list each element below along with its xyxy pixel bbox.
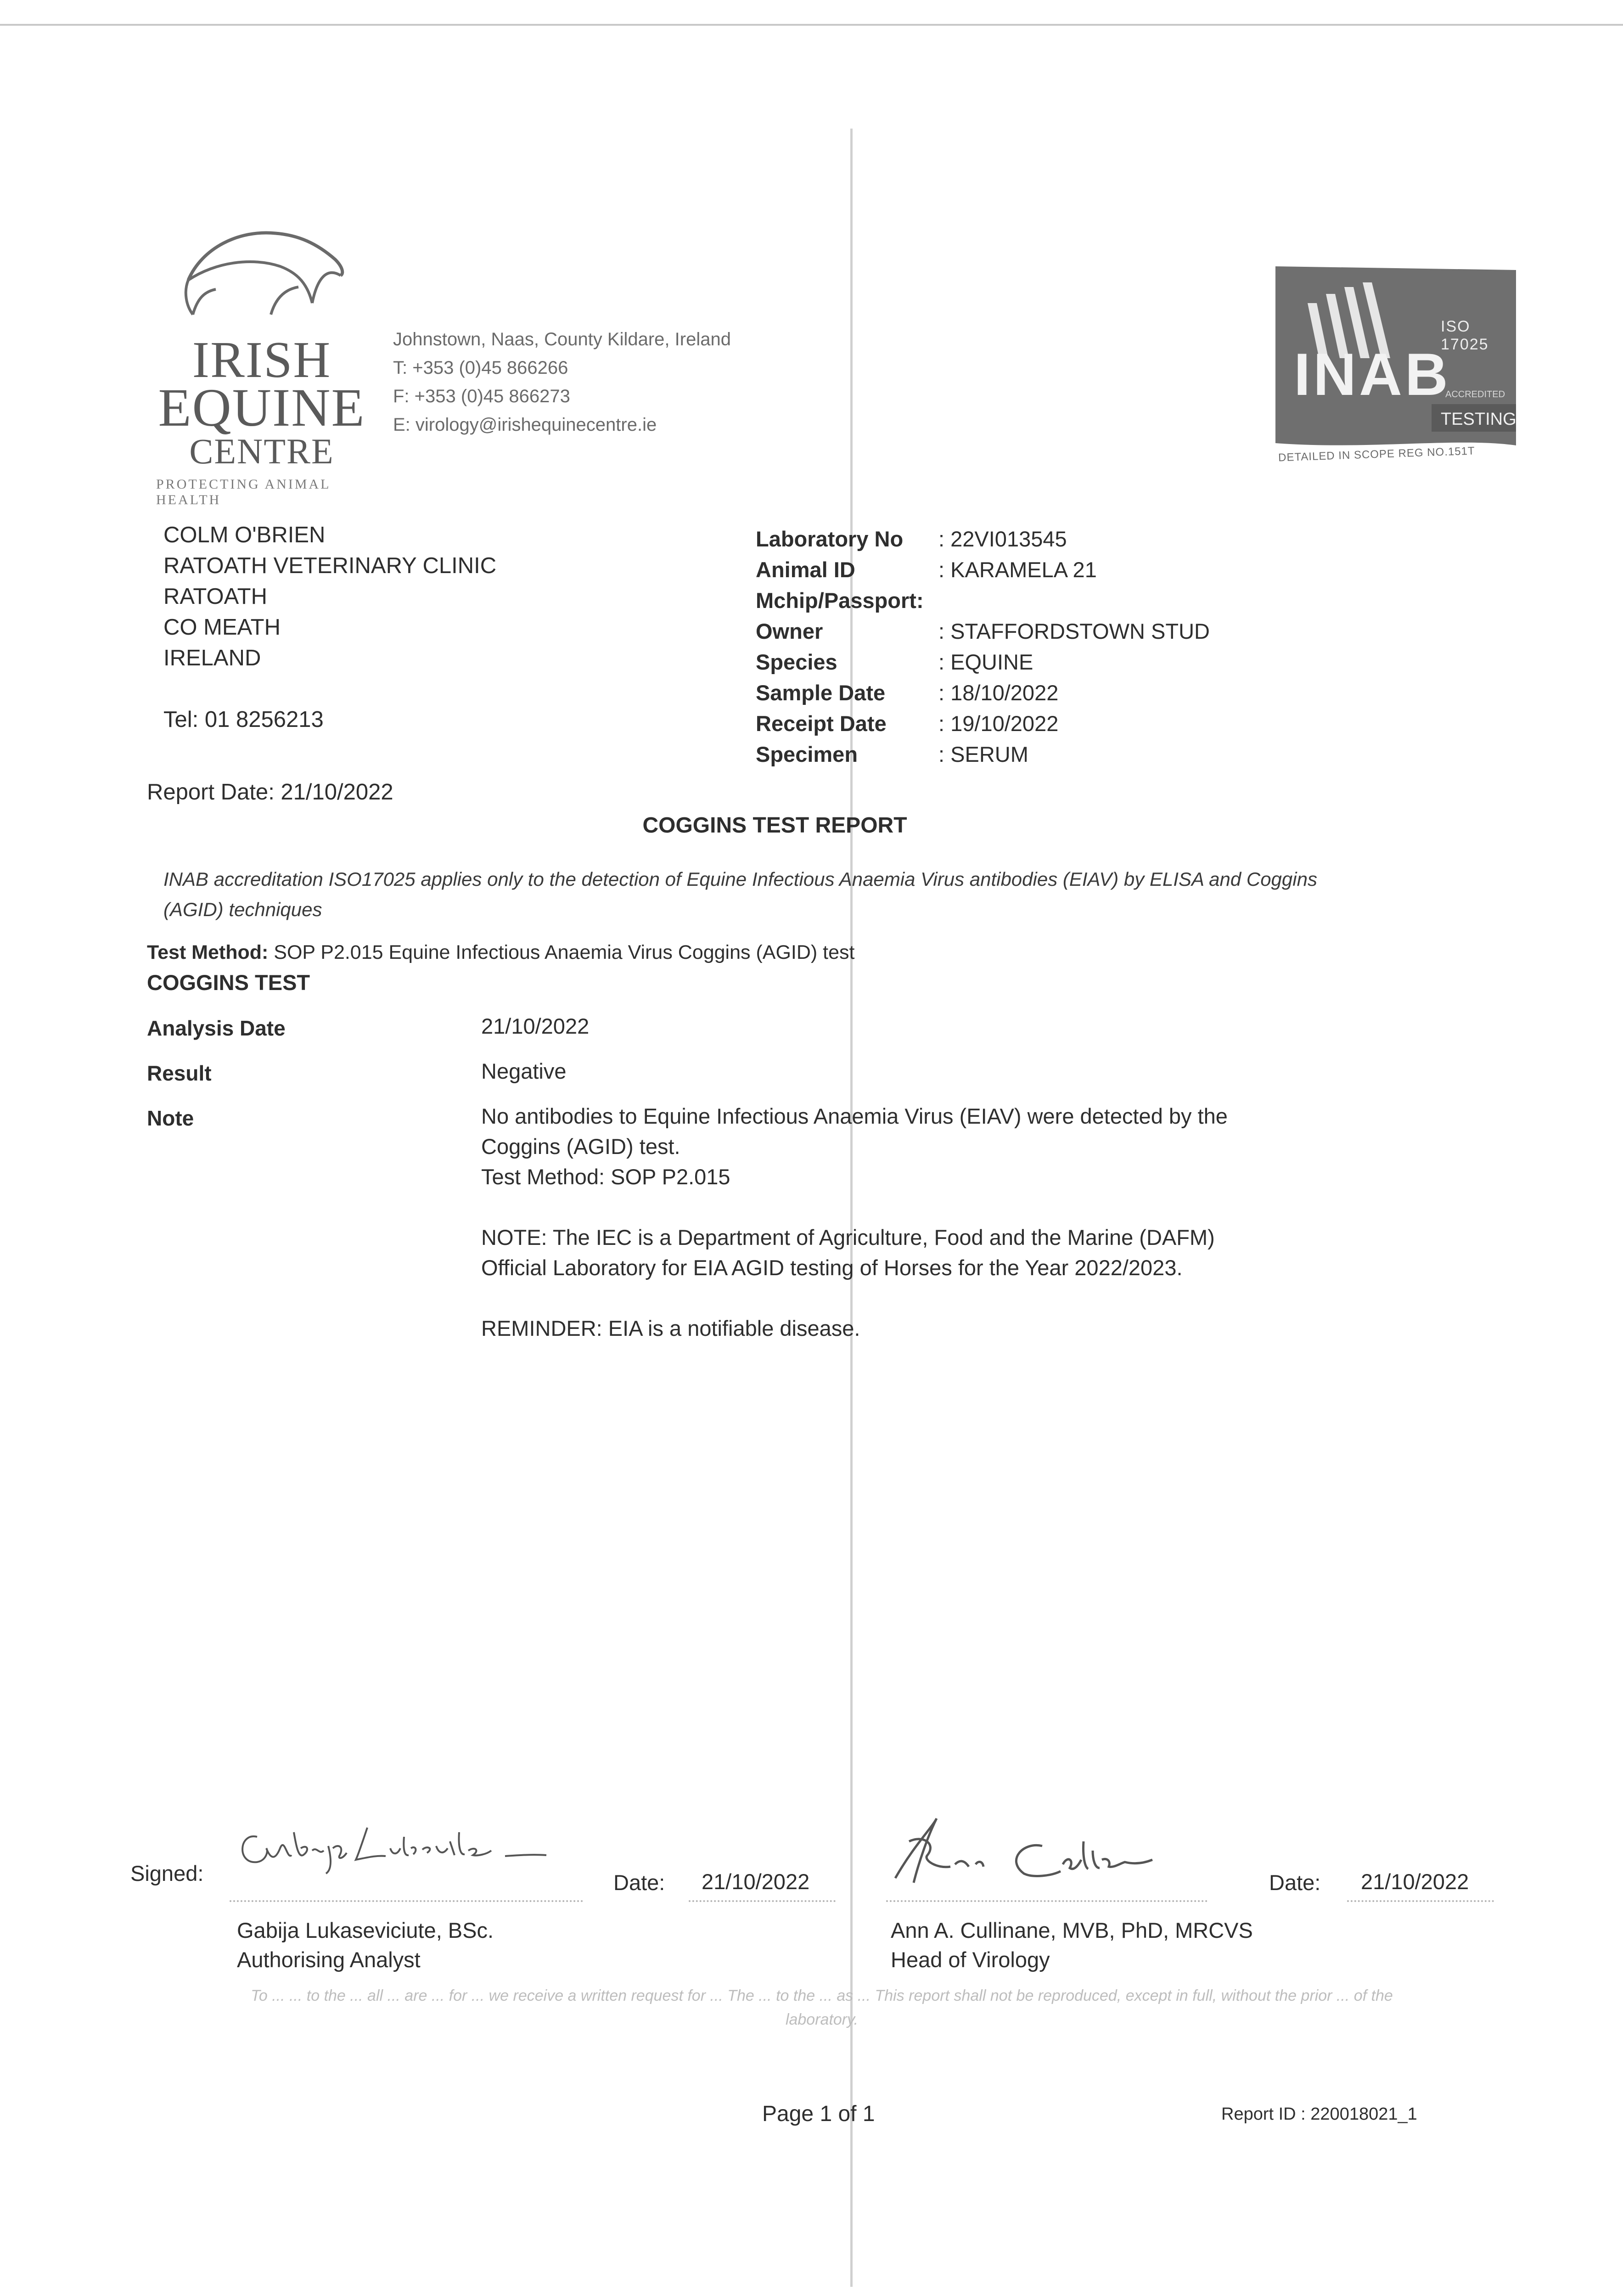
logo-tagline: PROTECTING ANIMAL HEALTH — [156, 477, 331, 507]
note-reminder: REMINDER: EIA is a notifiable disease. — [481, 1316, 860, 1340]
lab-info-value: : 18/10/2022 — [938, 681, 1059, 705]
recipient-address — [163, 520, 496, 674]
page-number: Page 1 of 1 — [762, 2102, 875, 2126]
signed-label: Signed: — [130, 1861, 204, 1885]
note-text — [481, 1101, 1262, 1344]
handwritten-signature-left — [230, 1805, 551, 1878]
report-id: Report ID : 220018021_1 — [1221, 2105, 1417, 2124]
contact-fax: F: +353 (0)45 866273 — [393, 386, 570, 406]
report-date: Report Date: 21/10/2022 — [147, 780, 393, 805]
inab-brand: INAB — [1294, 341, 1451, 408]
inab-scope: DETAILED IN SCOPE REG NO.151T — [1278, 445, 1475, 464]
contact-email: E: virology@irishequinecentre.ie — [393, 415, 657, 435]
left-signatory — [237, 1916, 494, 1975]
lab-info-row — [756, 677, 1210, 708]
lab-info-value: : EQUINE — [938, 650, 1033, 674]
address-line: RATOATH — [163, 584, 267, 609]
lab-info-value: : KARAMELA 21 — [938, 557, 1097, 582]
lab-info-row — [756, 616, 1210, 647]
lab-info-row — [756, 523, 1210, 554]
lab-info-label: Laboratory No — [756, 527, 904, 551]
lab-info-row — [756, 647, 1210, 677]
test-method — [147, 941, 855, 964]
lab-info-value: : 22VI013545 — [938, 527, 1067, 551]
left-signatory-title: Authorising Analyst — [237, 1947, 421, 1972]
report-title: COGGINS TEST REPORT — [642, 813, 907, 838]
right-signature-line — [886, 1900, 1207, 1902]
left-signatory-name: Gabija Lukaseviciute, BSc. — [237, 1918, 494, 1942]
accreditation-note: INAB accreditation ISO17025 applies only to the detection of Equine Infectious Anaemia Virus antibodies (EIAV) by ELISA and Coggins (AGID) techniques — [163, 868, 1317, 920]
left-date-line — [689, 1900, 836, 1902]
lab-info-table — [756, 523, 1210, 770]
section-heading: COGGINS TEST — [147, 970, 310, 995]
lab-info-label: Specimen — [756, 742, 858, 766]
lab-info-label: Sample Date — [756, 681, 886, 705]
lab-info-value: : STAFFORDSTOWN STUD — [938, 619, 1210, 643]
analysis-date-value: 21/10/2022 — [481, 1014, 590, 1038]
address-line: IRELAND — [163, 646, 261, 670]
analysis-date-label: Analysis Date — [147, 1016, 286, 1040]
inab-accredited: ACCREDITED — [1445, 389, 1505, 400]
left-signature — [230, 1805, 551, 1878]
result-value: Negative — [481, 1059, 567, 1083]
right-signatory-title: Head of Virology — [891, 1947, 1050, 1972]
right-signatory — [891, 1916, 1253, 1975]
result-label: Result — [147, 1061, 212, 1085]
address-line: CO MEATH — [163, 615, 281, 640]
lab-info-label: Species — [756, 650, 837, 674]
contact-address: Johnstown, Naas, County Kildare, Ireland — [393, 329, 731, 349]
lab-info-value: : 19/10/2022 — [938, 711, 1059, 736]
left-date-value: 21/10/2022 — [702, 1869, 810, 1894]
lab-info-label: Mchip/Passport: — [756, 588, 924, 613]
inab-accreditation-badge — [1275, 266, 1516, 468]
logo-centre: CENTRE — [189, 431, 334, 471]
inab-iso: ISO 17025 — [1441, 318, 1489, 353]
lab-info-row — [756, 585, 1210, 616]
lab-info-row — [756, 554, 1210, 585]
test-method-label: Test Method: — [147, 941, 269, 963]
top-rule — [0, 24, 1623, 26]
right-signatory-name: Ann A. Cullinane, MVB, PhD, MRCVS — [891, 1918, 1253, 1942]
contact-phone: T: +353 (0)45 866266 — [393, 358, 568, 378]
right-signature — [886, 1809, 1180, 1892]
address-line: COLM O'BRIEN — [163, 523, 326, 547]
right-date-label: Date: — [1269, 1870, 1321, 1895]
note-paragraph-1: No antibodies to Equine Infectious Anaemia Virus (EIAV) were detected by the Coggins (AGID) test. — [481, 1104, 1228, 1159]
irish-equine-centre-logo — [156, 211, 376, 505]
disclaimer-text: To ... ... to the ... all ... are ... for ... we receive a written request for ... The ... to the ... as ... This report shall not be reproduced, except in full, without the prior ... of the laboratory. — [251, 1987, 1393, 2028]
lab-info-row — [756, 708, 1210, 739]
note-label: Note — [147, 1106, 194, 1130]
handwritten-signature-right — [886, 1809, 1180, 1892]
right-date-line — [1347, 1900, 1494, 1902]
lab-info-row — [756, 739, 1210, 770]
contact-block — [393, 325, 731, 439]
lab-info-label: Owner — [756, 619, 823, 643]
right-date-value: 21/10/2022 — [1361, 1869, 1469, 1894]
left-signature-line — [230, 1900, 583, 1902]
left-date-label: Date: — [613, 1870, 665, 1895]
report-title-wrap — [0, 813, 1623, 838]
logo-equine: EQUINE — [158, 377, 365, 438]
test-method-value: SOP P2.015 Equine Infectious Anaemia Virus Coggins (AGID) test — [268, 941, 855, 963]
lab-info-label: Receipt Date — [756, 711, 887, 736]
lab-info-value: : SERUM — [938, 742, 1028, 766]
recipient-tel: Tel: 01 8256213 — [163, 707, 324, 732]
inab-testing: TESTING — [1441, 410, 1516, 429]
note-test-method: Test Method: SOP P2.015 — [481, 1165, 730, 1189]
lab-info-label: Animal ID — [756, 557, 855, 582]
horse-head-icon — [161, 211, 372, 326]
address-line: RATOATH VETERINARY CLINIC — [163, 553, 497, 578]
logo-irish: IRISH — [192, 332, 331, 388]
note-paragraph-2: NOTE: The IEC is a Department of Agriculture, Food and the Marine (DAFM) Official Laboratory for EIA AGID testing of Horses for the Year 2022/2023. — [481, 1225, 1215, 1280]
